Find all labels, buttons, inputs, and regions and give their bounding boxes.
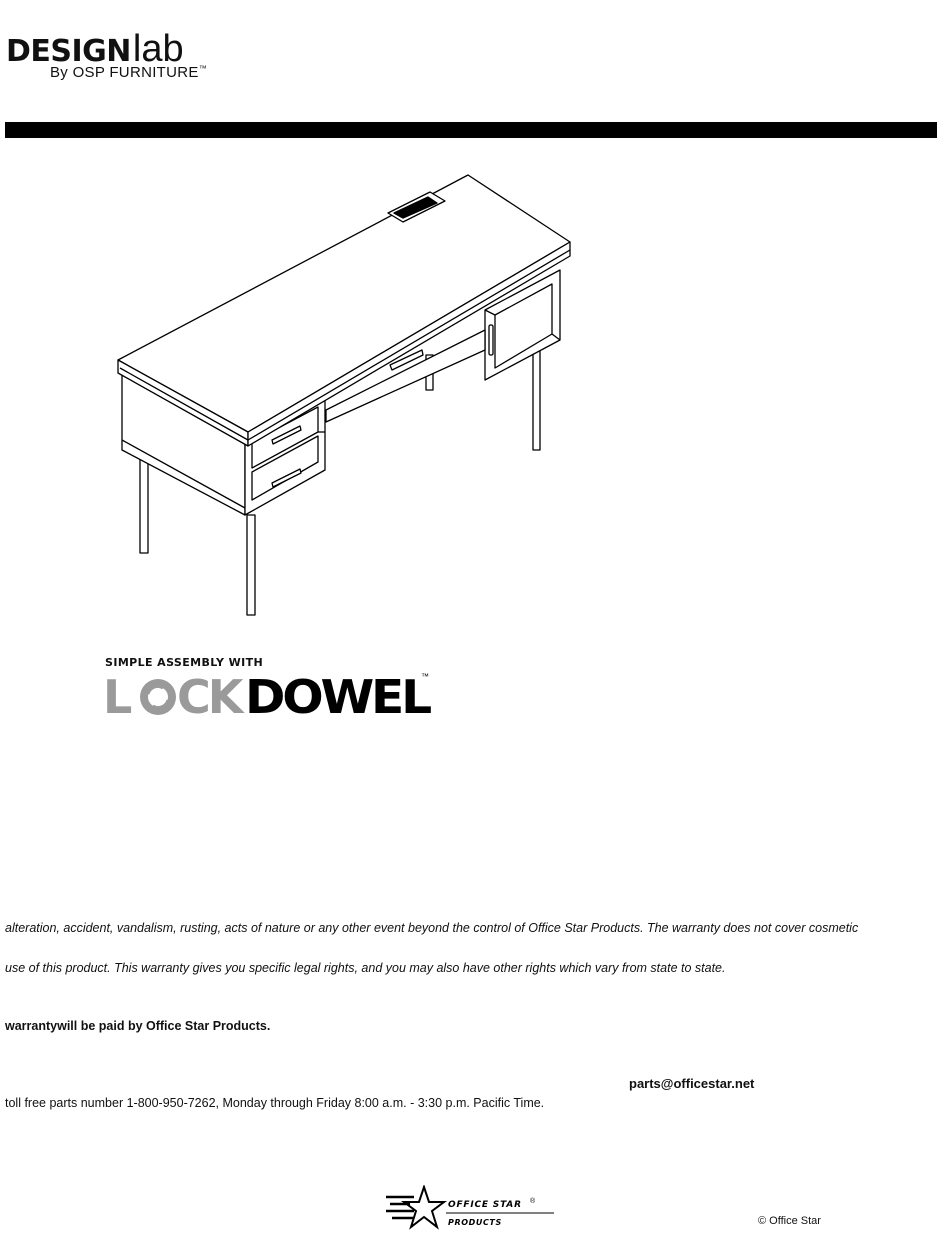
lockdowel-trademark: ™ (421, 672, 429, 681)
parts-email[interactable]: parts@officestar.net (629, 1076, 755, 1091)
lockdowel-logo (103, 670, 433, 721)
circular-arrows-icon (140, 679, 176, 715)
lockdowel-word-dowel: DOWEL (245, 670, 432, 716)
office-star-text: OFFICE STAR (448, 1200, 522, 1210)
lockdowel-caption: SIMPLE ASSEMBLY WITH (105, 656, 264, 669)
star-logo-icon (386, 1187, 444, 1227)
warranty-line-2: use of this product. This warranty gives you specific legal rights, and you may also have other rights which vary from state to state. (5, 961, 726, 975)
header-bar (5, 122, 937, 138)
copyright-notice: © Office Star (758, 1215, 821, 1227)
desk-illustration (100, 170, 580, 625)
office-star-logo (384, 1185, 559, 1236)
lockdowel-letter-l: L (103, 670, 130, 716)
brand-logo (6, 30, 184, 68)
lockdowel-letters-ck: CK (177, 670, 241, 716)
brand-name-light: lab (132, 28, 184, 70)
toll-free-line: toll free parts number 1-800-950-7262, Monday through Friday 8:00 a.m. - 3:30 p.m. Pacific Time. (5, 1096, 545, 1110)
warranty-line-1: alteration, accident, vandalism, rusting, acts of nature or any other event beyond the control of Office Star Products. The warranty does not cover cosmetic (5, 921, 859, 935)
brand-name-bold: DESIGN (6, 34, 131, 69)
products-text: PRODUCTS (448, 1218, 502, 1227)
brand-tagline: By OSP FURNITURE™ (50, 64, 208, 81)
warranty-paid-line: warrantywill be paid by Office Star Products. (5, 1019, 271, 1033)
office-star-registered: ® (530, 1198, 536, 1205)
desk-line-drawing-icon (100, 170, 580, 620)
